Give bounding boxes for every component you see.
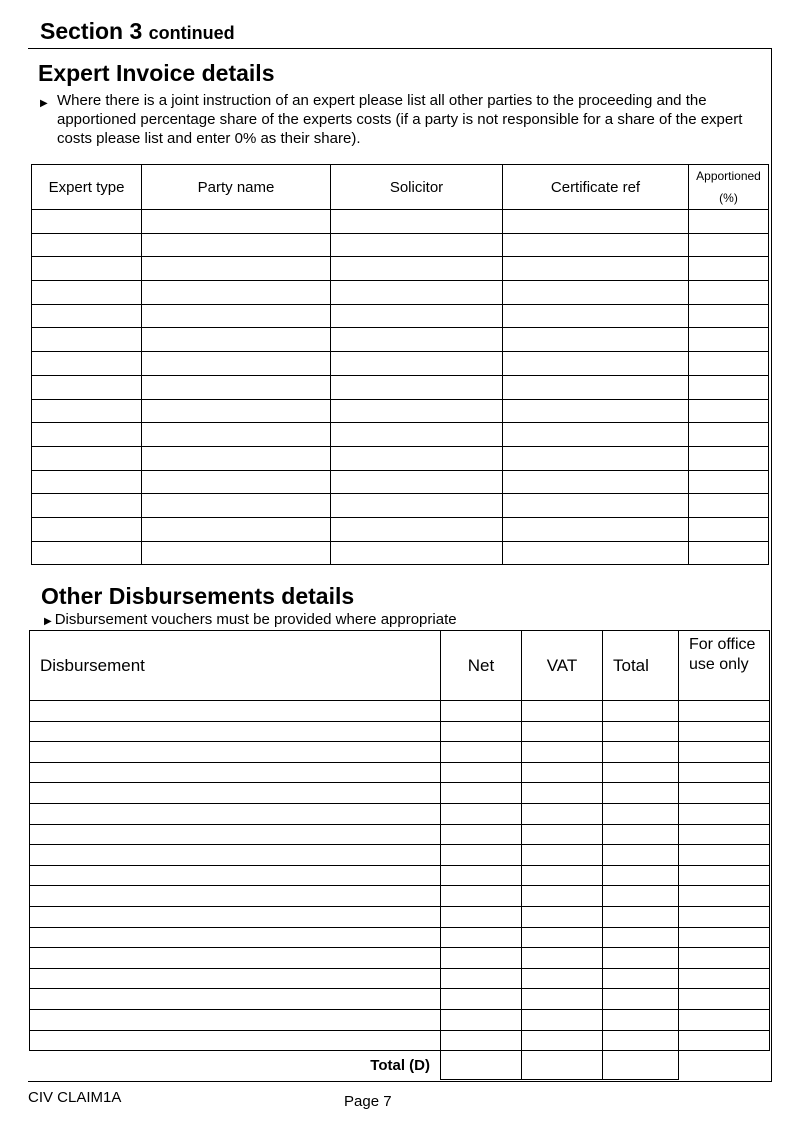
apportioned-cell[interactable] (689, 281, 769, 305)
expert-header-row (32, 165, 769, 210)
disbursement-row (30, 948, 770, 969)
solicitor-cell[interactable] (331, 352, 503, 376)
solicitor-cell[interactable] (331, 304, 503, 328)
vat-cell[interactable] (522, 865, 603, 886)
office-use-cell[interactable] (679, 701, 770, 722)
disbursement-cell[interactable] (30, 762, 441, 783)
other-disbursements-heading: Other Disbursements details (41, 583, 355, 609)
expert-type-cell[interactable] (32, 399, 142, 423)
disbursement-row (30, 968, 770, 989)
disbursement-total-row (30, 1051, 770, 1080)
expert-row (32, 399, 769, 423)
vat-cell[interactable] (522, 742, 603, 763)
disbursement-cell[interactable] (30, 783, 441, 804)
total-cell[interactable] (603, 906, 679, 927)
expert-type-cell[interactable] (32, 281, 142, 305)
apportioned-cell[interactable] (689, 470, 769, 494)
disbursement-cell[interactable] (30, 742, 441, 763)
office-use-cell[interactable] (679, 721, 770, 742)
apportioned-cell[interactable] (689, 517, 769, 541)
disbursement-row (30, 721, 770, 742)
apportioned-cell[interactable] (689, 257, 769, 281)
col-office-line1: For office (689, 636, 756, 653)
vat-cell[interactable] (522, 906, 603, 927)
office-use-blank (679, 1051, 770, 1080)
total-net-cell[interactable] (441, 1051, 522, 1080)
total-cell[interactable] (603, 742, 679, 763)
disbursement-cell[interactable] (30, 803, 441, 824)
expert-row (32, 423, 769, 447)
total-cell[interactable] (603, 1009, 679, 1030)
party-name-cell[interactable] (142, 281, 331, 305)
expert-type-cell[interactable] (32, 423, 142, 447)
solicitor-cell[interactable] (331, 210, 503, 234)
col-certificate-ref: Certificate ref (503, 165, 689, 210)
disbursement-row (30, 1030, 770, 1051)
disbursement-row (30, 927, 770, 948)
total-cell[interactable] (603, 824, 679, 845)
disbursement-cell[interactable] (30, 1009, 441, 1030)
party-name-cell[interactable] (142, 257, 331, 281)
party-name-cell[interactable] (142, 517, 331, 541)
expert-row (32, 257, 769, 281)
col-expert-type: Expert type (32, 165, 142, 210)
col-office-use (679, 631, 770, 701)
net-cell[interactable] (441, 948, 522, 969)
total-cell[interactable] (603, 865, 679, 886)
total-vat-cell[interactable] (522, 1051, 603, 1080)
net-cell[interactable] (441, 721, 522, 742)
disbursement-row (30, 824, 770, 845)
party-name-cell[interactable] (142, 470, 331, 494)
office-use-cell[interactable] (679, 968, 770, 989)
party-name-cell[interactable] (142, 423, 331, 447)
disbursement-row (30, 845, 770, 866)
certificate-ref-cell[interactable] (503, 423, 689, 447)
triangle-right-icon: ▶ (44, 616, 52, 627)
expert-type-cell[interactable] (32, 541, 142, 565)
expert-type-cell[interactable] (32, 352, 142, 376)
apportioned-cell[interactable] (689, 210, 769, 234)
apportioned-cell[interactable] (689, 446, 769, 470)
disbursement-cell[interactable] (30, 1030, 441, 1051)
expert-instruction (40, 91, 760, 148)
section-title-sub: continued (148, 23, 235, 43)
vat-cell[interactable] (522, 701, 603, 722)
party-name-cell[interactable] (142, 233, 331, 257)
total-cell[interactable] (603, 886, 679, 907)
office-use-cell[interactable] (679, 1009, 770, 1030)
expert-instruction-text: Where there is a joint instruction of an expert please list all other parties to the proceeding and the apportioned percentage share of the experts costs (if a party is not responsible for a share of the expert costs please list and enter 0% as their share). (57, 92, 743, 147)
vat-cell[interactable] (522, 1009, 603, 1030)
office-use-cell[interactable] (679, 886, 770, 907)
certificate-ref-cell[interactable] (503, 233, 689, 257)
apportioned-cell[interactable] (689, 541, 769, 565)
party-name-cell[interactable] (142, 446, 331, 470)
certificate-ref-cell[interactable] (503, 257, 689, 281)
disbursement-cell[interactable] (30, 865, 441, 886)
vat-cell[interactable] (522, 845, 603, 866)
disbursement-row (30, 865, 770, 886)
net-cell[interactable] (441, 762, 522, 783)
expert-row (32, 304, 769, 328)
net-cell[interactable] (441, 1009, 522, 1030)
net-cell[interactable] (441, 1030, 522, 1051)
net-cell[interactable] (441, 968, 522, 989)
total-cell[interactable] (603, 721, 679, 742)
disbursement-row (30, 762, 770, 783)
apportioned-cell[interactable] (689, 399, 769, 423)
certificate-ref-cell[interactable] (503, 446, 689, 470)
certificate-ref-cell[interactable] (503, 281, 689, 305)
office-use-cell[interactable] (679, 803, 770, 824)
solicitor-cell[interactable] (331, 470, 503, 494)
col-net: Net (441, 631, 522, 701)
disbursement-cell[interactable] (30, 906, 441, 927)
disbursement-cell[interactable] (30, 989, 441, 1010)
office-use-cell[interactable] (679, 762, 770, 783)
office-use-cell[interactable] (679, 948, 770, 969)
certificate-ref-cell[interactable] (503, 328, 689, 352)
expert-type-cell[interactable] (32, 210, 142, 234)
net-cell[interactable] (441, 845, 522, 866)
expert-row (32, 281, 769, 305)
col-apportioned-label: Apportioned (696, 169, 761, 183)
vat-cell[interactable] (522, 989, 603, 1010)
certificate-ref-cell[interactable] (503, 352, 689, 376)
expert-type-cell[interactable] (32, 470, 142, 494)
apportioned-cell[interactable] (689, 494, 769, 518)
solicitor-cell[interactable] (331, 257, 503, 281)
expert-type-cell[interactable] (32, 517, 142, 541)
certificate-ref-cell[interactable] (503, 375, 689, 399)
expert-type-cell[interactable] (32, 494, 142, 518)
expert-row (32, 210, 769, 234)
expert-row (32, 375, 769, 399)
vat-cell[interactable] (522, 783, 603, 804)
expert-type-cell[interactable] (32, 304, 142, 328)
solicitor-cell[interactable] (331, 423, 503, 447)
solicitor-cell[interactable] (331, 446, 503, 470)
party-name-cell[interactable] (142, 375, 331, 399)
office-use-cell[interactable] (679, 906, 770, 927)
col-solicitor: Solicitor (331, 165, 503, 210)
disbursement-instruction-text: Disbursement vouchers must be provided where appropriate (54, 611, 457, 628)
col-party-name: Party name (142, 165, 331, 210)
net-cell[interactable] (441, 927, 522, 948)
col-vat: VAT (522, 631, 603, 701)
vat-cell[interactable] (522, 1030, 603, 1051)
office-use-cell[interactable] (679, 783, 770, 804)
expert-type-cell[interactable] (32, 328, 142, 352)
total-cell[interactable] (603, 845, 679, 866)
vat-cell[interactable] (522, 927, 603, 948)
total-cell[interactable] (603, 762, 679, 783)
col-disbursement: Disbursement (30, 631, 441, 701)
expert-row (32, 517, 769, 541)
expert-row (32, 233, 769, 257)
disbursement-row (30, 906, 770, 927)
party-name-cell[interactable] (142, 328, 331, 352)
total-cell[interactable] (603, 803, 679, 824)
certificate-ref-cell[interactable] (503, 517, 689, 541)
net-cell[interactable] (441, 742, 522, 763)
expert-row (32, 352, 769, 376)
apportioned-cell[interactable] (689, 233, 769, 257)
total-cell[interactable] (603, 927, 679, 948)
expert-type-cell[interactable] (32, 446, 142, 470)
disbursement-instruction (44, 611, 457, 628)
net-cell[interactable] (441, 701, 522, 722)
office-use-cell[interactable] (679, 824, 770, 845)
disbursement-row (30, 1009, 770, 1030)
disbursement-cell[interactable] (30, 845, 441, 866)
office-use-cell[interactable] (679, 1030, 770, 1051)
disbursement-row (30, 783, 770, 804)
disbursement-row (30, 742, 770, 763)
net-cell[interactable] (441, 906, 522, 927)
total-cell[interactable] (603, 1030, 679, 1051)
office-use-cell[interactable] (679, 927, 770, 948)
disbursement-cell[interactable] (30, 701, 441, 722)
solicitor-cell[interactable] (331, 375, 503, 399)
apportioned-cell[interactable] (689, 352, 769, 376)
expert-type-cell[interactable] (32, 233, 142, 257)
party-name-cell[interactable] (142, 304, 331, 328)
vat-cell[interactable] (522, 762, 603, 783)
vat-cell[interactable] (522, 803, 603, 824)
office-use-cell[interactable] (679, 742, 770, 763)
vat-cell[interactable] (522, 886, 603, 907)
total-cell[interactable] (603, 948, 679, 969)
apportioned-cell[interactable] (689, 304, 769, 328)
expert-row (32, 494, 769, 518)
page-number: Page 7 (344, 1093, 392, 1110)
solicitor-cell[interactable] (331, 233, 503, 257)
expert-invoice-table (31, 164, 769, 565)
party-name-cell[interactable] (142, 352, 331, 376)
certificate-ref-cell[interactable] (503, 399, 689, 423)
col-office-line2: use only (689, 656, 749, 673)
disbursement-cell[interactable] (30, 721, 441, 742)
solicitor-cell[interactable] (331, 328, 503, 352)
disbursement-row (30, 989, 770, 1010)
solicitor-cell[interactable] (331, 494, 503, 518)
office-use-cell[interactable] (679, 989, 770, 1010)
col-total: Total (603, 631, 679, 701)
disbursement-cell[interactable] (30, 927, 441, 948)
total-cell[interactable] (603, 783, 679, 804)
section-title-main: Section 3 (40, 18, 143, 44)
form-code: CIV CLAIM1A (28, 1089, 122, 1106)
office-use-cell[interactable] (679, 865, 770, 886)
expert-type-cell[interactable] (32, 375, 142, 399)
vat-cell[interactable] (522, 721, 603, 742)
total-cell[interactable] (603, 968, 679, 989)
disbursement-cell[interactable] (30, 824, 441, 845)
party-name-cell[interactable] (142, 541, 331, 565)
disbursement-row (30, 886, 770, 907)
disbursement-header-row (30, 631, 770, 701)
net-cell[interactable] (441, 865, 522, 886)
party-name-cell[interactable] (142, 494, 331, 518)
expert-row (32, 541, 769, 565)
certificate-ref-cell[interactable] (503, 210, 689, 234)
disbursement-cell[interactable] (30, 886, 441, 907)
apportioned-cell[interactable] (689, 328, 769, 352)
total-cell[interactable] (603, 701, 679, 722)
col-apportioned-unit: (%) (719, 191, 738, 205)
net-cell[interactable] (441, 803, 522, 824)
solicitor-cell[interactable] (331, 399, 503, 423)
expert-type-cell[interactable] (32, 257, 142, 281)
net-cell[interactable] (441, 824, 522, 845)
vat-cell[interactable] (522, 948, 603, 969)
party-name-cell[interactable] (142, 210, 331, 234)
office-use-cell[interactable] (679, 845, 770, 866)
certificate-ref-cell[interactable] (503, 304, 689, 328)
expert-row (32, 328, 769, 352)
section-title (40, 18, 235, 45)
vat-cell[interactable] (522, 824, 603, 845)
solicitor-cell[interactable] (331, 281, 503, 305)
vat-cell[interactable] (522, 968, 603, 989)
disbursement-row (30, 803, 770, 824)
disbursement-row (30, 701, 770, 722)
disbursement-cell[interactable] (30, 968, 441, 989)
certificate-ref-cell[interactable] (503, 470, 689, 494)
total-cell[interactable] (603, 989, 679, 1010)
solicitor-cell[interactable] (331, 541, 503, 565)
solicitor-cell[interactable] (331, 517, 503, 541)
expert-invoice-heading: Expert Invoice details (38, 60, 275, 86)
net-cell[interactable] (441, 989, 522, 1010)
disbursements-table (29, 630, 770, 1080)
disbursement-cell[interactable] (30, 948, 441, 969)
col-apportioned (689, 165, 769, 210)
expert-row (32, 446, 769, 470)
certificate-ref-cell[interactable] (503, 541, 689, 565)
apportioned-cell[interactable] (689, 375, 769, 399)
triangle-right-icon: ▶ (40, 98, 48, 109)
net-cell[interactable] (441, 886, 522, 907)
net-cell[interactable] (441, 783, 522, 804)
party-name-cell[interactable] (142, 399, 331, 423)
expert-row (32, 470, 769, 494)
total-total-cell[interactable] (603, 1051, 679, 1080)
total-d-label: Total (D) (30, 1051, 441, 1080)
apportioned-cell[interactable] (689, 423, 769, 447)
certificate-ref-cell[interactable] (503, 494, 689, 518)
